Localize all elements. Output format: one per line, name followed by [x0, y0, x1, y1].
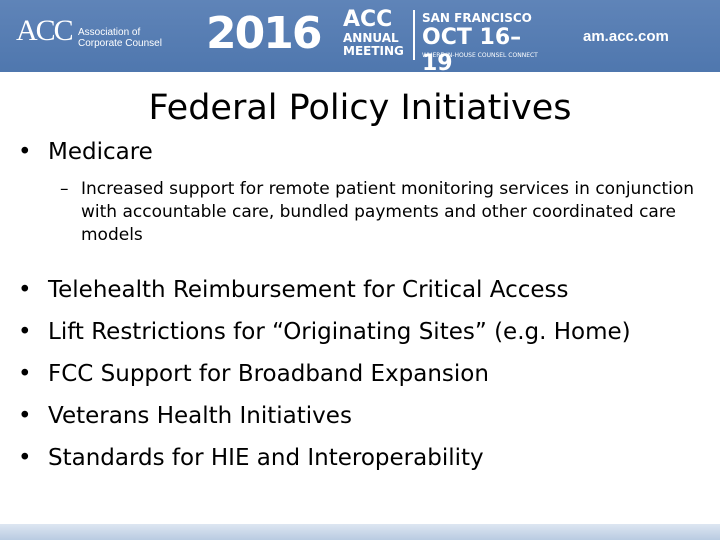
header-banner: [0, 0, 720, 76]
bullet-item: [18, 360, 489, 388]
meeting-label: MEETING: [343, 44, 404, 58]
acc-logo: [16, 14, 166, 58]
meeting-city: SAN FRANCISCO: [422, 11, 532, 25]
bullet-item: [18, 138, 153, 166]
bullet-text: Medicare: [48, 139, 153, 165]
bullet-text: FCC Support for Broadband Expansion: [48, 361, 489, 387]
meeting-dates: OCT 16–19: [422, 25, 522, 76]
bullet-item: [18, 402, 352, 430]
bullet-dot: •: [18, 277, 32, 303]
bullet-dot: •: [18, 445, 32, 471]
bullet-dot: •: [18, 361, 32, 387]
bullet-dot: •: [18, 139, 32, 165]
site-url: am.acc.com: [583, 28, 669, 45]
bullet-text: Standards for HIE and Interoperability: [48, 445, 484, 471]
acc-logo-mark: ACC: [16, 14, 72, 47]
bullet-dot: •: [18, 319, 32, 345]
footer-bar: [0, 524, 720, 540]
sub-bullet-dash: –: [60, 179, 69, 199]
bullet-text: Lift Restrictions for “Originating Sites” (e.g. Home): [48, 319, 631, 345]
sub-bullet-text: Increased support for remote patient monitoring services in conjunction with accountable care, bundled payments and other coordinated care models: [81, 179, 695, 245]
meeting-year: 2016: [206, 8, 321, 59]
bullet-item: [18, 276, 569, 304]
bullet-item: [18, 318, 631, 346]
meeting-divider: [413, 10, 415, 60]
meeting-tagline: WHERE IN-HOUSE COUNSEL CONNECT: [422, 52, 538, 59]
meeting-annual: ANNUAL: [343, 31, 399, 45]
bullet-item: [18, 444, 484, 472]
bullet-dot: •: [18, 403, 32, 429]
meeting-acc: ACC: [343, 7, 393, 32]
annual-meeting-logo: [206, 6, 546, 76]
slide-title: Federal Policy Initiatives: [148, 88, 572, 128]
bullet-text: Telehealth Reimbursement for Critical Access: [48, 277, 569, 303]
sub-bullet-item: [60, 178, 712, 247]
acc-logo-org-name: Association of Corporate Counsel: [78, 27, 162, 49]
bullet-text: Veterans Health Initiatives: [48, 403, 352, 429]
